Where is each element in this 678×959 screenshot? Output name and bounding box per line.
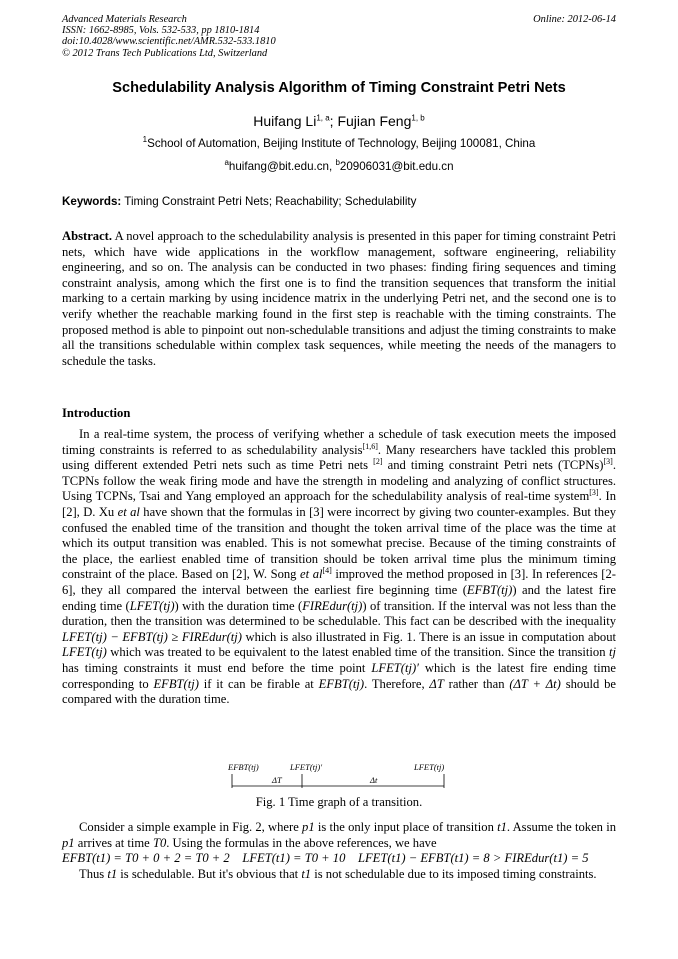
math-inline: EFBT(tj) <box>153 676 199 691</box>
author-1: Huifang Li <box>253 113 317 129</box>
text-run: . TCPNs follow the weak firing mode and have the strength in modeling and analyzing of conflict structures. Using TCPNs, Tsai and Yang employed an approach for the schedulability analysis of real-time system <box>62 458 616 504</box>
abstract-text: A novel approach to the schedulability analysis is presented in this paper for timing constraint Petri nets, which have wide applications in the workflow management, software engineering, reliability engineering, and so on. The analysis can be conducted in two phases: finding firing sequences and timing constraint analysis, among which the first one is to find the transition sequences that transform the initial marking to a certain marking by using incidence matrix in the underlying Petri net, and the second one is to verify whether the reachable marking found in the first step is reachable with the timing constraints. The proposed method is able to pinpoint out non-schedulable transitions and adjust the timing constraints to make all the transitions schedulable within complex task sequences, while meeting the needs of the managers to schedule the tasks. <box>62 229 616 368</box>
abstract <box>62 229 616 369</box>
math-inline: p1 <box>302 820 315 834</box>
citation: [2] <box>373 457 383 466</box>
text-run: Consider a simple example in Fig. 2, where <box>79 820 303 834</box>
math-inline: EFBT(tj) <box>318 676 365 691</box>
keywords-text: Timing Constraint Petri Nets; Reachability; Schedulability <box>121 195 417 208</box>
issn-line: ISSN: 1662-8985, Vols. 532-533, pp 1810-1814 <box>62 25 260 37</box>
math-inline: T0 <box>152 835 167 850</box>
author-line <box>0 113 678 129</box>
paper-title: Schedulability Analysis Algorithm of Timing Constraint Petri Nets <box>112 80 566 96</box>
math-inline: p1 <box>62 835 75 850</box>
text-run: is not schedulable due to its imposed timing constraints. <box>311 866 597 881</box>
text-run: . Assume the token in <box>506 820 616 834</box>
text-run: . In [2], D. Xu <box>62 489 616 519</box>
text-run: is the only input place of transition <box>314 820 498 834</box>
math-inline: t1 <box>497 820 507 834</box>
math-inline: ΔT <box>429 676 444 691</box>
label-efbt: EFBT(tj) <box>228 762 259 772</box>
abstract-label: Abstract. <box>62 229 113 243</box>
text-run: should be compared with the duration time. <box>62 676 616 707</box>
introduction-body <box>62 427 616 708</box>
text-run: arrives at time <box>74 835 153 850</box>
label-delta-T: ΔT <box>272 775 282 785</box>
email-line <box>0 160 678 173</box>
text-run: . Using the formulas in the above references, we have <box>166 835 437 850</box>
text-run: . Therefore, <box>364 676 430 691</box>
email-b-sup: b <box>335 158 340 168</box>
math-inline: LFET(tj) − EFBT(tj) ≥ FIREdur(tj) <box>62 629 242 644</box>
math-inline: LFET(tj) <box>62 645 107 660</box>
conclusion-paragraph <box>62 867 616 883</box>
figure-1-caption: Fig. 1 Time graph of a transition. <box>255 795 423 809</box>
text-run: which is also illustrated in Fig. 1. There is an issue in computation about <box>242 629 617 644</box>
example-body <box>62 820 616 882</box>
author-1-sup: 1, a <box>316 113 330 123</box>
equation-lfet: LFET(t1) = T0 + 10 <box>242 851 346 866</box>
math-inline: EFBT(tj) <box>466 582 513 597</box>
text-run: ) and the latest fire ending time ( <box>62 582 616 613</box>
text-run: ) with the duration time ( <box>174 598 303 613</box>
affiliation-text: School of Automation, Beijing Institute of Technology, Beijing 100081, China <box>147 137 536 150</box>
citation: [4] <box>322 566 332 576</box>
keywords <box>62 195 616 208</box>
text-run: improved the method proposed in [3]. In references [2-6], they all compared the interval between the earliest fire beginning time ( <box>62 567 616 597</box>
citation: [1,6] <box>362 441 378 451</box>
text-run: which was treated to be equivalent to the latest enabled time of the transition. Since the transition <box>106 645 609 660</box>
math-inline: t1 <box>107 866 118 881</box>
email-b[interactable]: 20906031@bit.edu.cn <box>339 160 454 173</box>
math-inline: tj <box>609 645 616 660</box>
keywords-label: Keywords: <box>62 195 122 208</box>
intro-paragraph <box>62 427 616 708</box>
figure-1-timeline <box>228 762 452 792</box>
equation-line <box>62 851 616 867</box>
email-a[interactable]: huifang@bit.edu.cn, <box>228 160 336 173</box>
text-run: which is the latest fire ending time corresponding to <box>62 660 616 691</box>
citation: [3] <box>603 457 613 466</box>
math-inline: FIREdur(tj) <box>302 598 363 613</box>
et-al: et al <box>300 567 323 582</box>
copyright-line: © 2012 Trans Tech Publications Ltd, Switzerland <box>62 47 268 59</box>
author-2-sup: 1, b <box>411 113 425 123</box>
journal-name: Advanced Materials Research <box>62 14 187 25</box>
author-2: Fujian Feng <box>337 113 412 129</box>
online-date: Online: 2012-06-14 <box>533 14 616 25</box>
example-paragraph <box>62 820 616 851</box>
equation-efbt: EFBT(t1) = T0 + 0 + 2 = T0 + 2 <box>62 851 230 866</box>
text-run: rather than <box>443 676 510 691</box>
label-lfet: LFET(tj) <box>414 762 445 772</box>
email-a-sup: a <box>224 158 229 168</box>
affiliation-sup: 1 <box>142 135 148 145</box>
section-heading-introduction: Introduction <box>62 406 131 420</box>
math-inline: LFET(tj)′ <box>371 660 419 675</box>
text-run: In a real-time system, the process of verifying whether a schedule of task execution meets the imposed timing constraints is referred to as schedulability analysis <box>62 427 616 457</box>
et-al: et al <box>117 504 140 519</box>
author-separator: ; <box>329 113 338 129</box>
text-run: has timing constraints it must end before the time point <box>62 660 372 675</box>
timeline-diagram <box>228 762 452 792</box>
equation-difference: LFET(t1) − EFBT(t1) = 8 > FIREdur(t1) = 5 <box>357 851 589 866</box>
citation: [3] <box>589 488 599 498</box>
label-delta-t: Δt <box>370 775 378 785</box>
text-run: is schedulable. But it's obvious that <box>117 866 302 881</box>
text-run: ) of transition. If the interval was not less than the duration, then the transition was determined to be schedulable. This fact can be described with the inequality <box>62 598 617 629</box>
math-inline: (ΔT + Δt) <box>509 676 561 691</box>
text-run: . Many researchers have tackled this problem using different extended Petri nets such as time Petri nets <box>62 442 616 473</box>
math-inline: t1 <box>301 866 312 881</box>
math-inline: LFET(tj) <box>129 598 175 613</box>
doi-line: doi:10.4028/www.scientific.net/AMR.532-533.1810 <box>62 36 276 48</box>
text-run: and timing constraint Petri nets (TCPNs) <box>382 458 604 473</box>
text-run: have shown that the formulas in [3] were incorrect by giving two counter-examples. But they confused the enabled time of the transition and thought the token arrival time of the place was the time at which its output transition was enabled. This is not somewhat precise. Because of the timing constraints of the place, the earliest enabled time of transition should be token arrival time plus the minimum timing constraint of the place. Based on [2], W. Song <box>62 504 616 582</box>
text-run: if it can be firable at <box>198 676 319 691</box>
label-lfet-prime: LFET(tj)′ <box>290 762 323 772</box>
journal-header <box>62 14 616 59</box>
text-run: Thus <box>79 866 108 881</box>
affiliation <box>0 137 678 150</box>
